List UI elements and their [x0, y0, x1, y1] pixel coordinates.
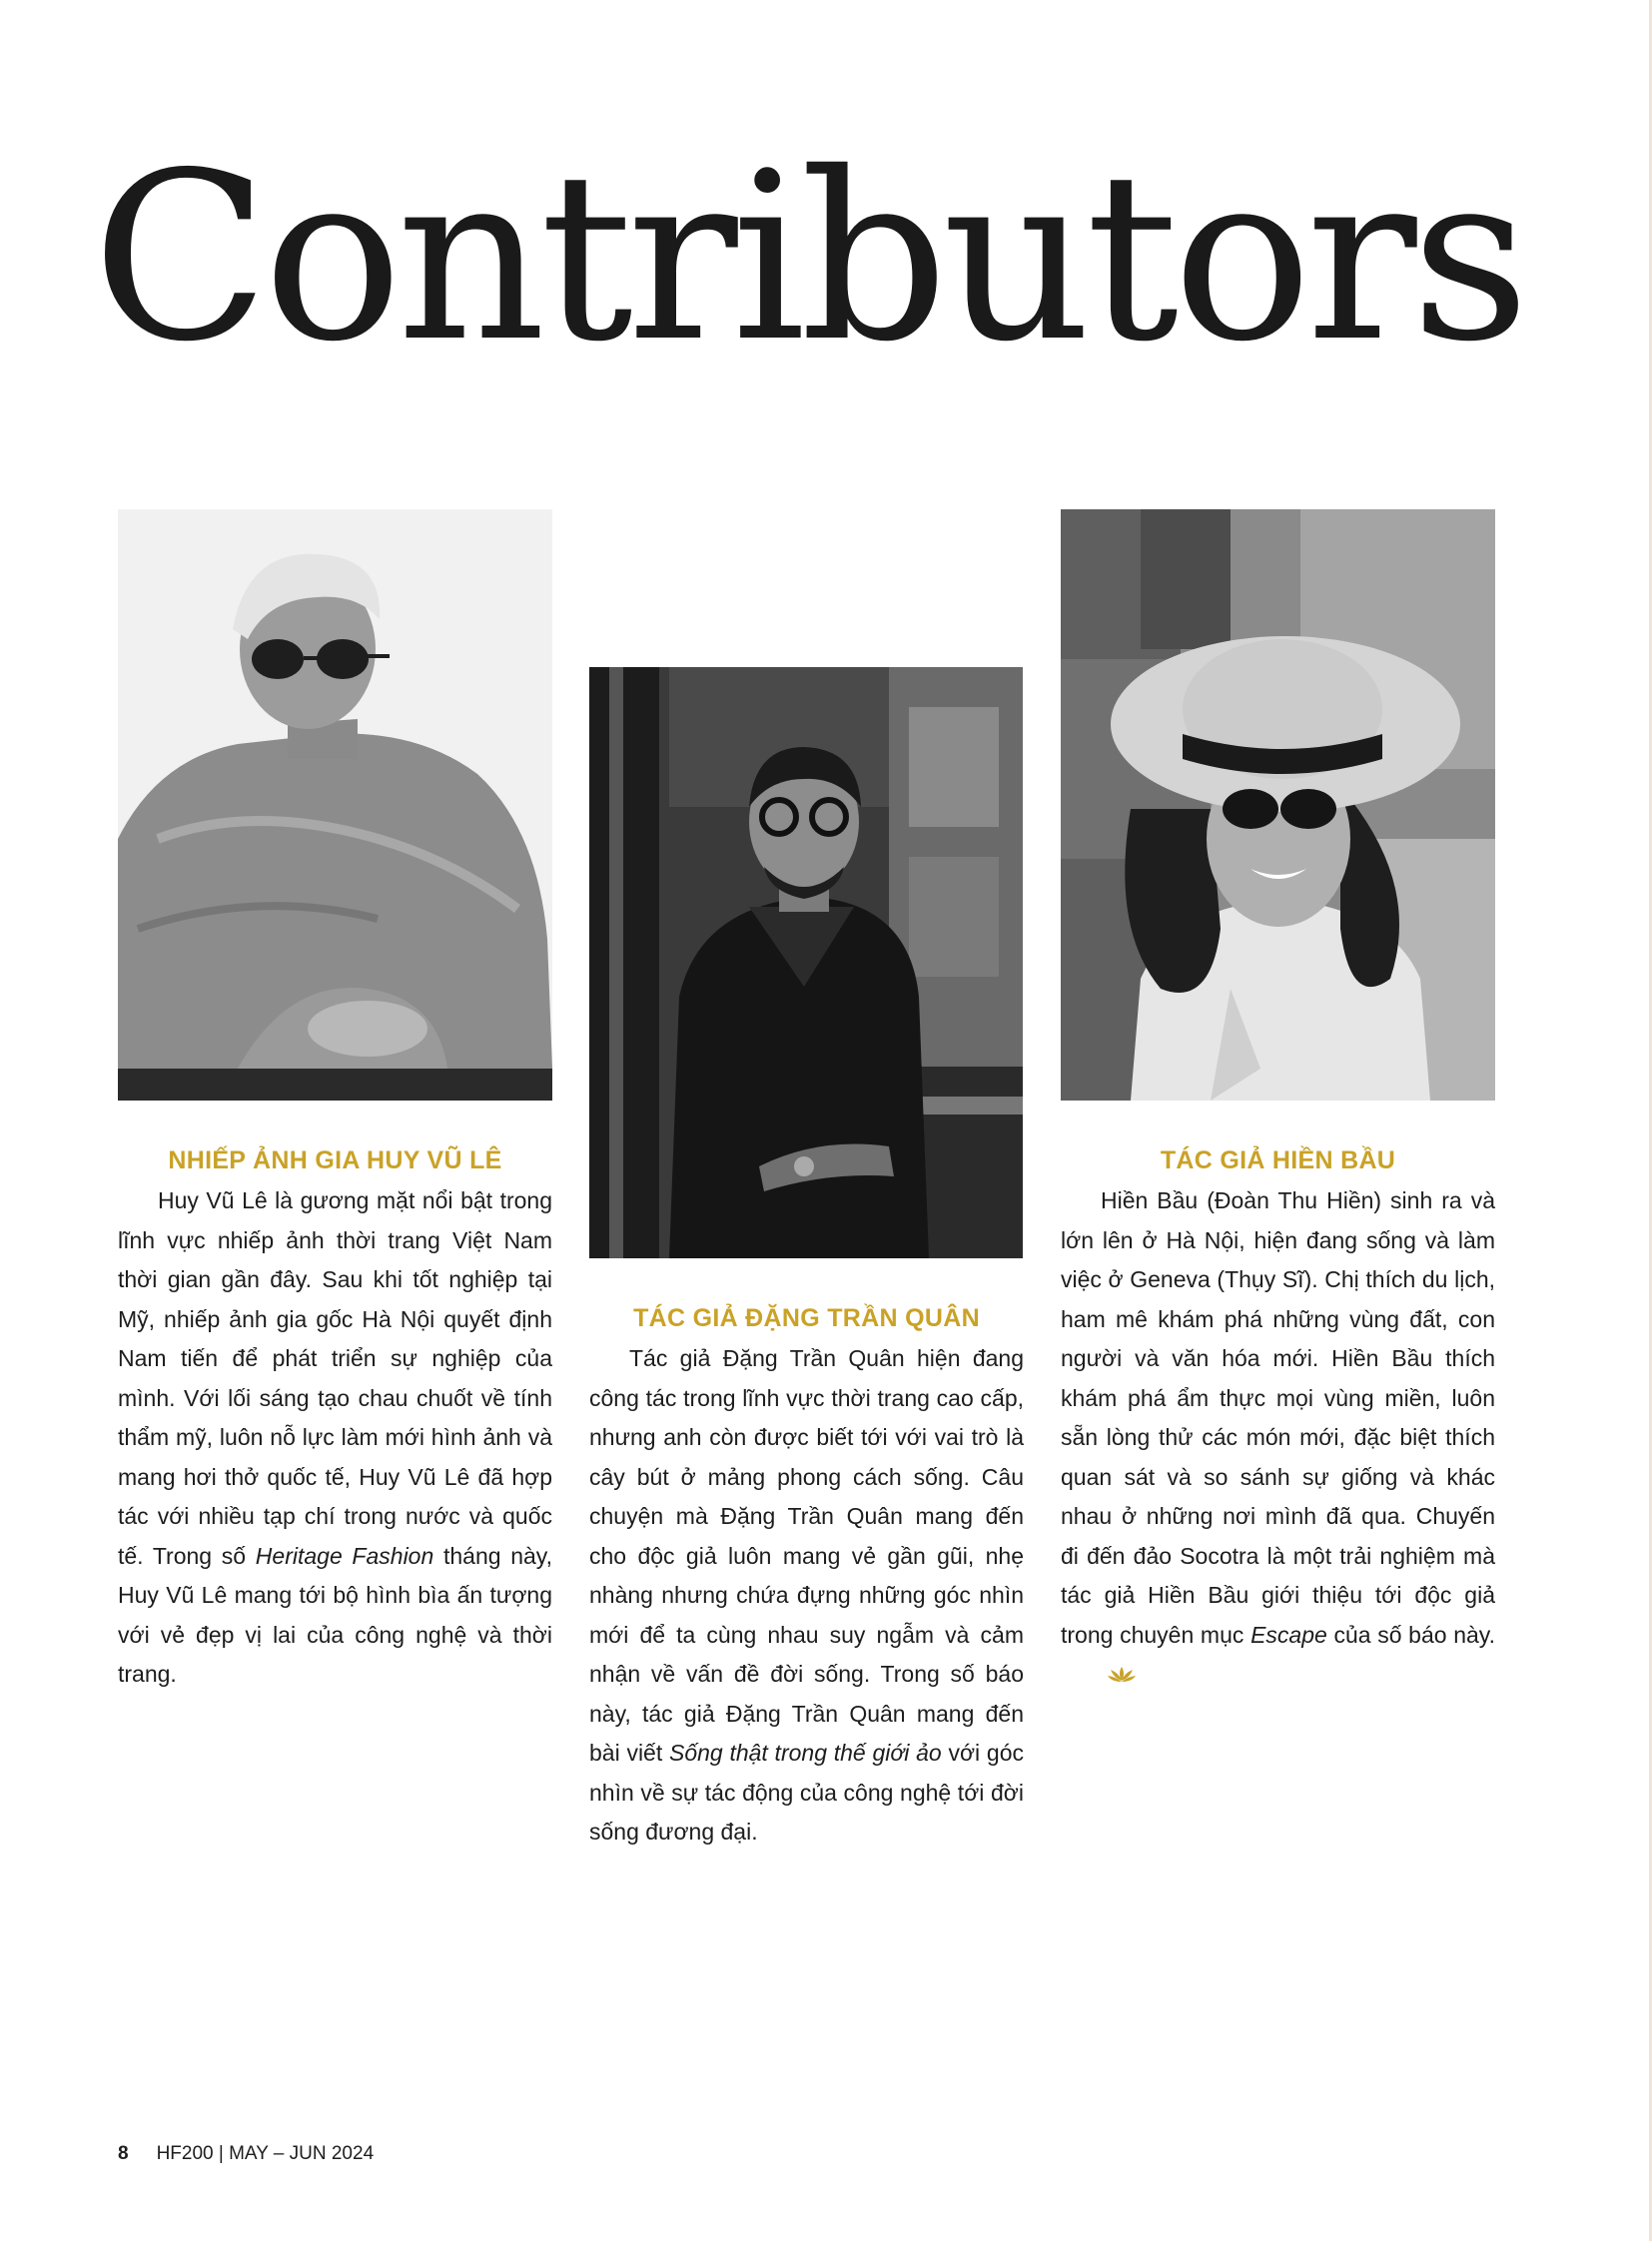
- lotus-icon: [1067, 1658, 1137, 1698]
- bio-text: Tác giả Đặng Trần Quân hiện đang công tác trong lĩnh vực thời trang cao cấp, nhưng anh còn được biết tới với vai trò là cây bút ở mảng phong cách sống. Câu chuyện mà Đặng Trần Quân mang đến cho độc giả luôn mang vẻ gần gũi, nhẹ nhàng nhưng chứa đựng những góc nhìn mới để ta cùng nhau suy ngẫm và cảm nhận về vấn đề đời sống. Trong số báo này, tác giả Đặng Trần Quân mang đến bài viết: [589, 1345, 1024, 1766]
- bio-text: tháng này, Huy Vũ Lê mang tới bộ hình bìa ấn tượng với vẻ đẹp vị lai của công nghệ và thời trang.: [118, 1542, 552, 1687]
- bio-text: của số báo này.: [1326, 1621, 1495, 1648]
- bio-emphasis: Sống thật trong thế giới ảo: [668, 1740, 942, 1766]
- bio-text: với góc nhìn về sự tác động của công nghệ tới đời sống đương đại.: [589, 1740, 1024, 1845]
- contributor-photo-hien-bau: [1061, 509, 1495, 1101]
- page-number: 8: [118, 2143, 129, 2164]
- contributor-card-dang-tran-quan: [589, 1304, 1024, 1853]
- bio-emphasis: Escape: [1250, 1621, 1327, 1648]
- contributor-photo-dang-tran-quan: [589, 667, 1023, 1258]
- page-title: Contributors: [92, 123, 1524, 392]
- contributor-card-huy-vu-le: [118, 1146, 552, 1695]
- issue-info: HF200 | MAY – JUN 2024: [156, 2143, 375, 2164]
- contributor-heading: TÁC GIẢ HIỀN BẦU: [1160, 1146, 1396, 1174]
- bio-text: Huy Vũ Lê là gương mặt nổi bật trong lĩnh vực nhiếp ảnh thời trang Việt Nam thời gian gần đây. Sau khi tốt nghiệp tại Mỹ, nhiếp ảnh gia gốc Hà Nội quyết định Nam tiến để phát triển sự nghiệp của mình. Với lối sáng tạo chau chuốt về tính thẩm mỹ, luôn nỗ lực làm mới hình ảnh và mang hơi thở quốc tế, Huy Vũ Lê đã hợp tác với nhiều tạp chí trong nước và quốc tế. Trong số: [118, 1187, 552, 1569]
- contributor-heading: NHIẾP ẢNH GIA HUY VŨ LÊ: [168, 1146, 502, 1174]
- page-footer: [118, 2143, 374, 2165]
- contributor-bio: [118, 1181, 552, 1695]
- bio-emphasis: Heritage Fashion: [255, 1542, 434, 1569]
- contributor-photo-huy-vu-le: [118, 509, 552, 1101]
- contributor-heading: TÁC GIẢ ĐẶNG TRẦN QUÂN: [633, 1304, 980, 1332]
- contributor-bio: [1061, 1181, 1495, 1698]
- contributor-bio: [589, 1339, 1024, 1853]
- bio-text: Hiền Bầu (Đoàn Thu Hiền) sinh ra và lớn lên ở Hà Nội, hiện đang sống và làm việc ở Geneva (Thụy Sĩ). Chị thích du lịch, ham mê khám phá những vùng đất, con người và văn hóa mới. Hiền Bầu thích khám phá ẩm thực mọi vùng miền, luôn sẵn lòng thử các món mới, đặc biệt thích quan sát và so sánh sự giống và khác nhau ở những nơi mình đã qua. Chuyến đi đến đảo Socotra là một trải nghiệm mà tác giả Hiền Bầu giới thiệu tới độc giả trong chuyên mục: [1061, 1187, 1495, 1648]
- contributor-card-hien-bau: [1061, 1146, 1495, 1698]
